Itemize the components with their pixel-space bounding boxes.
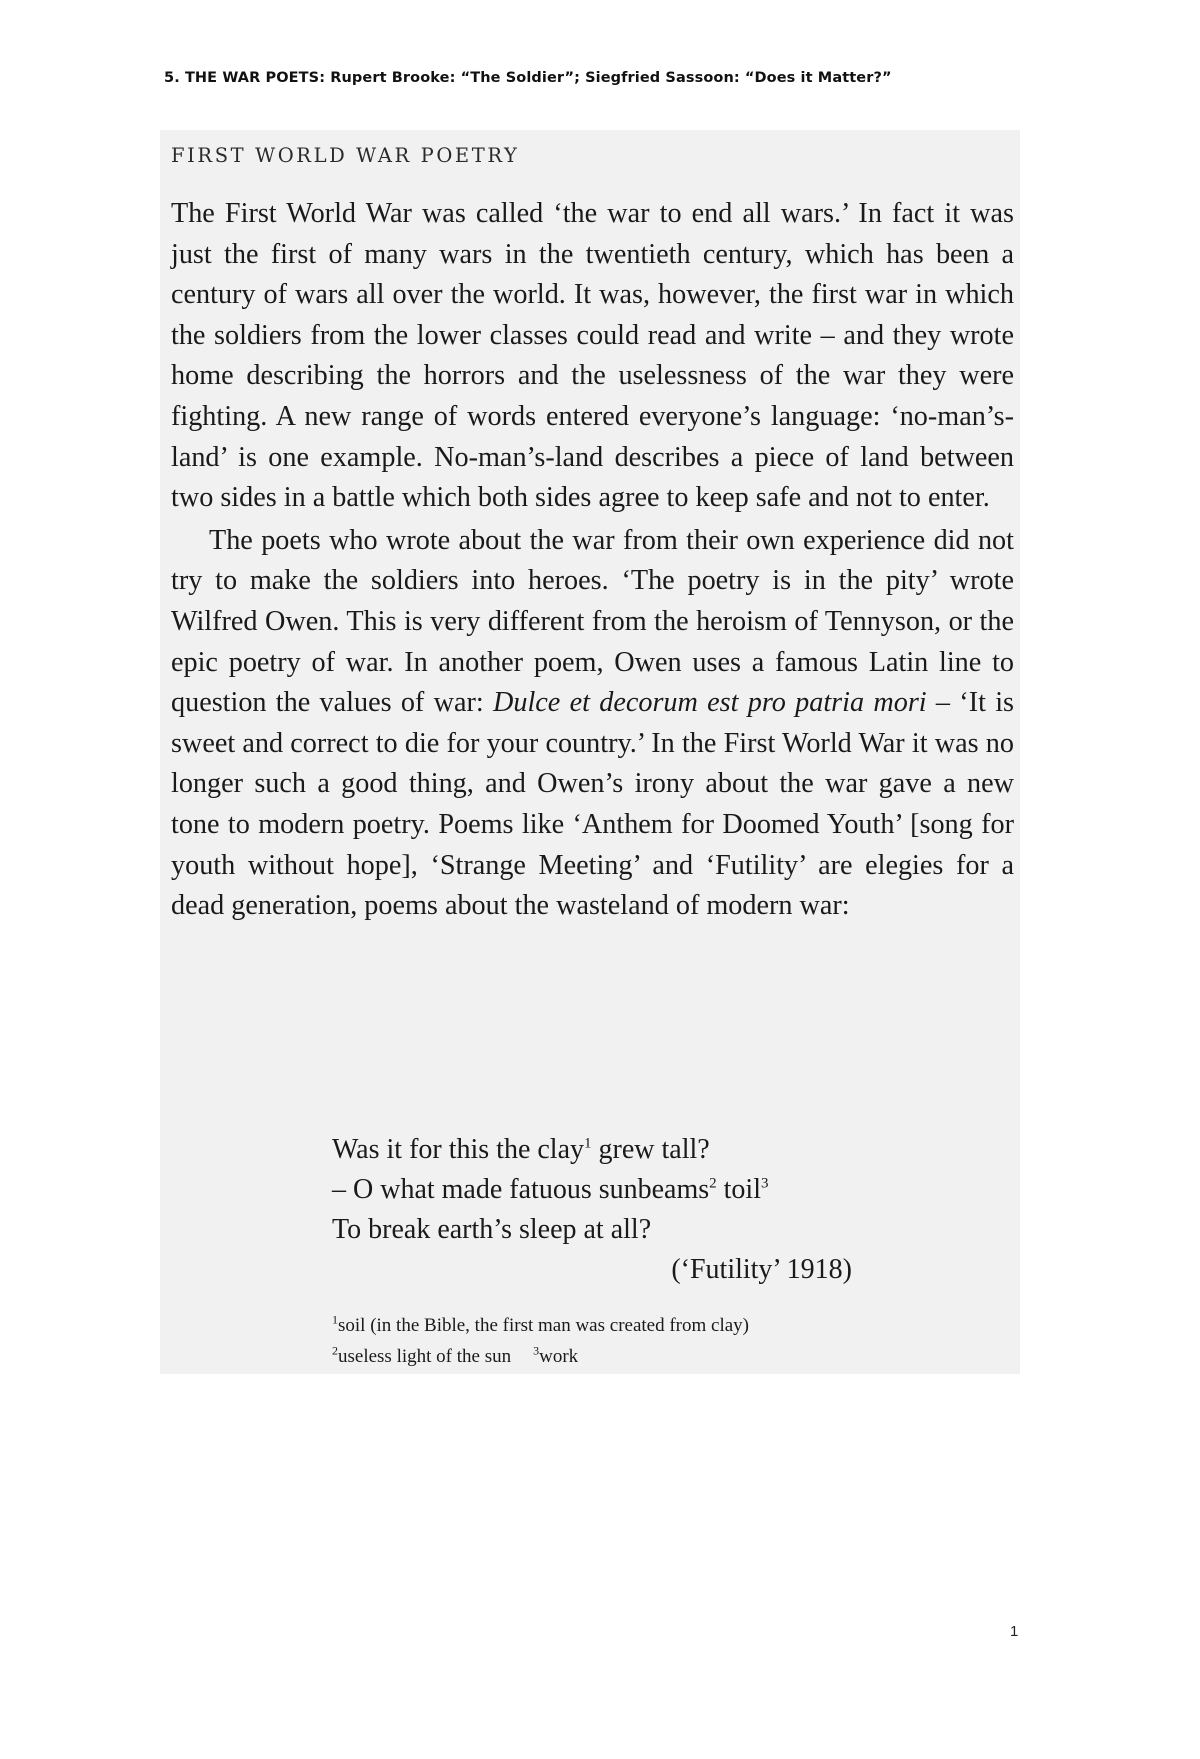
- poem-text: Was it for this the clay: [332, 1134, 585, 1165]
- paragraph-intro: The First World War was called ‘the war to end all wars.’ In fact it was just the first of many wars in the twentieth century, which has been a century of wars all over the world. It was, however, the first war in which the soldiers from the lower classes could read and write – and they wrote home describing the horrors and the uselessness of the war they were fighting. A new range of words entered everyone’s language: ‘no-man’s-land’ is one example. No-man’s-land describes a piece of land between two sides in a battle which both sides agree to keep safe and not to enter.: [171, 198, 1014, 514]
- footnote-marker: 3: [760, 1175, 769, 1192]
- poem-line: [332, 1170, 852, 1210]
- poem-line: [332, 1130, 852, 1170]
- poem-line: To break earth’s sleep at all?: [332, 1214, 652, 1245]
- latin-quote: Dulce et decorum est pro patria mori: [493, 687, 927, 719]
- footnote-text: useless light of the sun: [338, 1346, 512, 1367]
- poem-text: toil: [716, 1174, 761, 1205]
- footnotes: [332, 1310, 892, 1372]
- page-number: 1: [1010, 1623, 1019, 1640]
- poem-text: grew tall?: [591, 1134, 710, 1165]
- footnote-number: 3: [533, 1343, 540, 1358]
- footnote-marker: 2: [709, 1175, 717, 1192]
- poem-text: – O what made fatuous sunbeams: [332, 1174, 710, 1205]
- paragraph-text: – ‘It is sweet and correct to die for your country.’ In the First World War it was no longer such a good thing, and Owen’s irony about the war gave a new tone to modern poetry. Poems like ‘Anthem for Doomed Youth’ [song for youth without hope], ‘Strange Meeting’ and ‘Futility’ are elegies for a dead generation, poems about the wasteland of modern war:: [171, 687, 1015, 922]
- poem-excerpt: [332, 1130, 852, 1290]
- footnote-text: soil (in the Bible, the first man was created from clay): [338, 1315, 750, 1336]
- document-header: 5. THE WAR POETS: Rupert Brooke: “The Soldier”; Siegfried Sassoon: “Does it Matter?”: [164, 70, 892, 86]
- footnote-marker: 1: [584, 1135, 592, 1152]
- footnote: [332, 1310, 892, 1341]
- footnote-number: 2: [332, 1343, 338, 1358]
- poem-attribution: (‘Futility’ 1918): [671, 1254, 852, 1285]
- footnote-text: work: [539, 1346, 579, 1367]
- paragraph-text: The poets who wrote about the war from their own experience did not try to make the soldiers into heroes. ‘The poetry is in the pity’ wrote Wilfred Owen. This is very different from the heroism of Tennyson, or the epic poetry of war. In another poem, Owen uses a famous Latin line to question the values of war:: [171, 524, 1014, 719]
- footnote-number: 1: [332, 1312, 338, 1327]
- body-text: [171, 194, 1014, 927]
- section-title: FIRST WORLD WAR POETRY: [171, 144, 520, 167]
- footnote: [332, 1341, 892, 1372]
- paragraph-war-poets: [171, 521, 1014, 927]
